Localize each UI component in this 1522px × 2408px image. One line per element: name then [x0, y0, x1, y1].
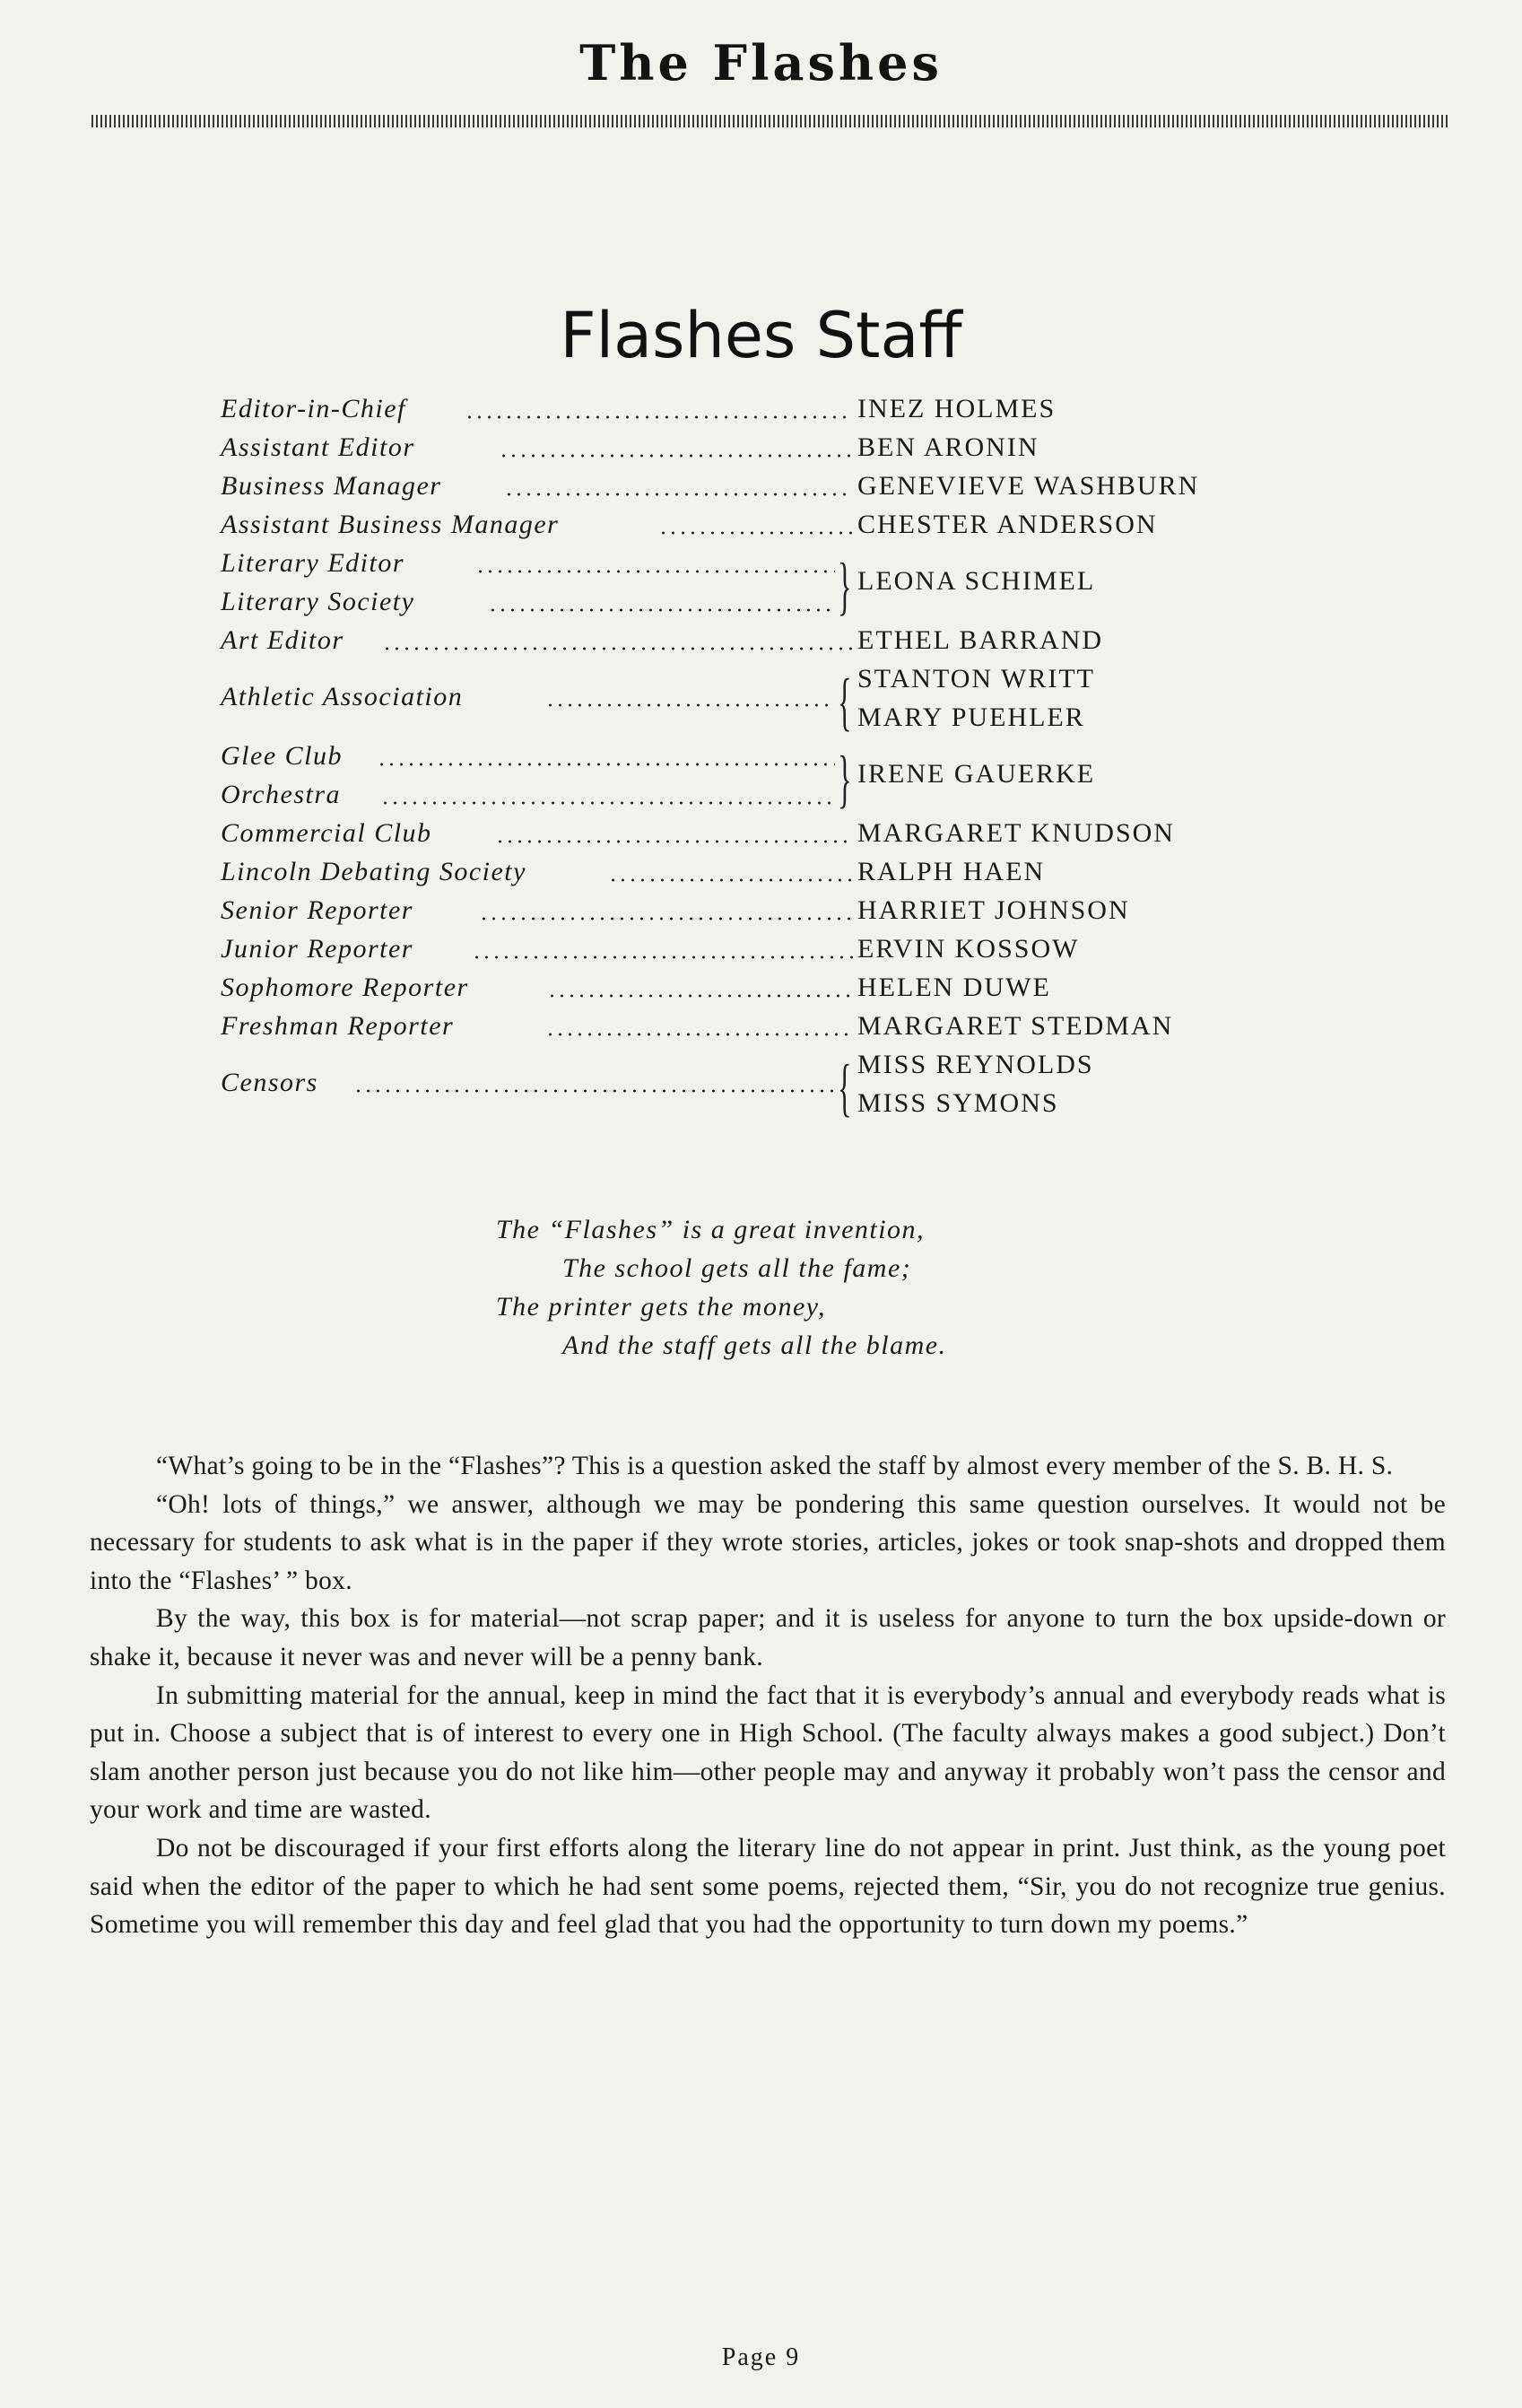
leader-dots	[545, 1033, 853, 1036]
staff-name: BEN ARONIN	[857, 432, 1039, 462]
leader-dots	[382, 647, 853, 650]
staff-role: Literary Editor	[221, 548, 405, 578]
staff-name: MARY PUEHLER	[857, 702, 1085, 732]
paragraph: In submitting material for the annual, keep in mind the fact that it is everybody’s annual and everybody reads what is put in. Choose a subject that is of interest to every one in High School. (The faculty always makes a good subject.) Don’t slam another person just because you do not like him—other people may and anyway it probably won’t pass the censor and your work and time are wasted.	[90, 1680, 1446, 1825]
staff-entry	[221, 394, 1342, 432]
staff-name: MARGARET KNUDSON	[857, 818, 1175, 848]
staff-name: MARGARET STEDMAN	[857, 1011, 1174, 1041]
leader-dots	[545, 703, 835, 707]
leader-dots	[475, 570, 835, 573]
staff-name: HELEN DUWE	[857, 973, 1051, 1002]
leader-dots	[465, 415, 853, 419]
article-body	[90, 1447, 1446, 1944]
staff-entry	[221, 1011, 1342, 1050]
leader-dots	[547, 994, 853, 998]
leader-dots	[499, 454, 853, 458]
poem-line: The printer gets the money,	[496, 1292, 826, 1322]
poem-line: The school gets all the fame;	[562, 1253, 912, 1283]
leader-dots	[377, 763, 835, 766]
staff-name: LEONA SCHIMEL	[857, 566, 1096, 596]
grouping-brace: {	[838, 1051, 852, 1123]
staff-role: Senior Reporter	[221, 895, 413, 925]
paragraph: By the way, this box is for material—not scrap paper; and it is useless for anyone to turn the box upside-down or shake it, because it never was and never will be a penny bank.	[90, 1604, 1446, 1671]
grouping-brace: {	[838, 666, 852, 737]
staff-role: Lincoln Debating Society	[221, 857, 526, 886]
poem-line: The “Flashes” is a great invention,	[496, 1215, 926, 1244]
staff-role: Sophomore Reporter	[221, 973, 469, 1002]
staff-entry	[221, 895, 1342, 934]
staff-entry-group	[221, 664, 1342, 741]
staff-role: Commercial Club	[221, 818, 432, 848]
leader-dots	[488, 608, 835, 612]
staff-entry	[221, 818, 1342, 857]
staff-name: HARRIET JOHNSON	[857, 895, 1130, 925]
staff-entry	[221, 973, 1342, 1011]
paragraph: Do not be discouraged if your first efforts along the literary line do not appear in print. Just think, as the young poet said when the editor of the paper to which he had sent some poems, rejected them, “Sir, you do not recognize true genius. Sometime you will remember this day and feel glad that you had the opportunity to turn down my poems.”	[90, 1833, 1446, 1940]
staff-entry	[221, 857, 1342, 895]
leader-dots	[608, 878, 853, 882]
leader-dots	[658, 531, 853, 535]
staff-name: INEZ HOLMES	[857, 394, 1057, 423]
staff-name: ERVIN KOSSOW	[857, 934, 1080, 964]
staff-role: Censors	[221, 1068, 318, 1097]
staff-role: Art Editor	[221, 625, 344, 655]
staff-entry	[221, 432, 1342, 471]
staff-name: ETHEL BARRAND	[857, 625, 1104, 655]
staff-entry	[221, 471, 1342, 510]
staff-role: Orchestra	[221, 780, 342, 809]
staff-role: Glee Club	[221, 741, 343, 771]
leader-dots	[495, 840, 853, 843]
staff-role: Assistant Editor	[221, 432, 415, 462]
staff-section-title: Flashes Staff	[560, 299, 962, 372]
staff-name: GENEVIEVE WASHBURN	[857, 471, 1200, 501]
staff-role: Assistant Business Manager	[221, 510, 560, 539]
staff-role: Editor-in-Chief	[221, 394, 406, 423]
staff-role: Junior Reporter	[221, 934, 413, 964]
grouping-brace: }	[838, 550, 852, 622]
staff-name: CHESTER ANDERSON	[857, 510, 1158, 539]
staff-entry	[221, 934, 1342, 973]
staff-role: Business Manager	[221, 471, 442, 501]
running-header-title: The Flashes	[579, 34, 943, 92]
paragraph: “Oh! lots of things,” we answer, although we may be pondering this same question ourselves. It would not be necessary for students to ask what is in the paper if they wrote stories, articles, jokes or took snap-shots and dropped them into the “Flashes’ ” box.	[90, 1489, 1446, 1595]
leader-dots	[353, 1089, 835, 1093]
page-number: Page 9	[721, 2343, 801, 2371]
staff-name: STANTON WRITT	[857, 664, 1095, 694]
grouping-brace: }	[838, 743, 852, 815]
staff-name: RALPH HAEN	[857, 857, 1046, 886]
staff-role: Freshman Reporter	[221, 1011, 455, 1041]
staff-entry-group	[221, 548, 1342, 625]
staff-list	[221, 394, 1342, 1127]
paragraph: “What’s going to be in the “Flashes”? This is a question asked the staff by almost every member of the S. B. H. S.	[156, 1452, 1394, 1480]
poem-line: And the staff gets all the blame.	[562, 1331, 947, 1360]
header-rule	[91, 115, 1448, 127]
leader-dots	[504, 493, 853, 496]
staff-entry-group	[221, 1050, 1342, 1127]
poem	[496, 1210, 947, 1365]
leader-dots	[472, 955, 853, 959]
staff-name: MISS SYMONS	[857, 1088, 1059, 1118]
staff-name: MISS REYNOLDS	[857, 1050, 1094, 1079]
staff-entry-group	[221, 741, 1342, 818]
staff-role: Athletic Association	[221, 682, 464, 711]
staff-name: IRENE GAUERKE	[857, 759, 1096, 789]
staff-entry	[221, 625, 1342, 664]
leader-dots	[380, 801, 835, 805]
staff-entry	[221, 510, 1342, 548]
staff-role: Literary Society	[221, 587, 415, 616]
leader-dots	[479, 917, 853, 920]
